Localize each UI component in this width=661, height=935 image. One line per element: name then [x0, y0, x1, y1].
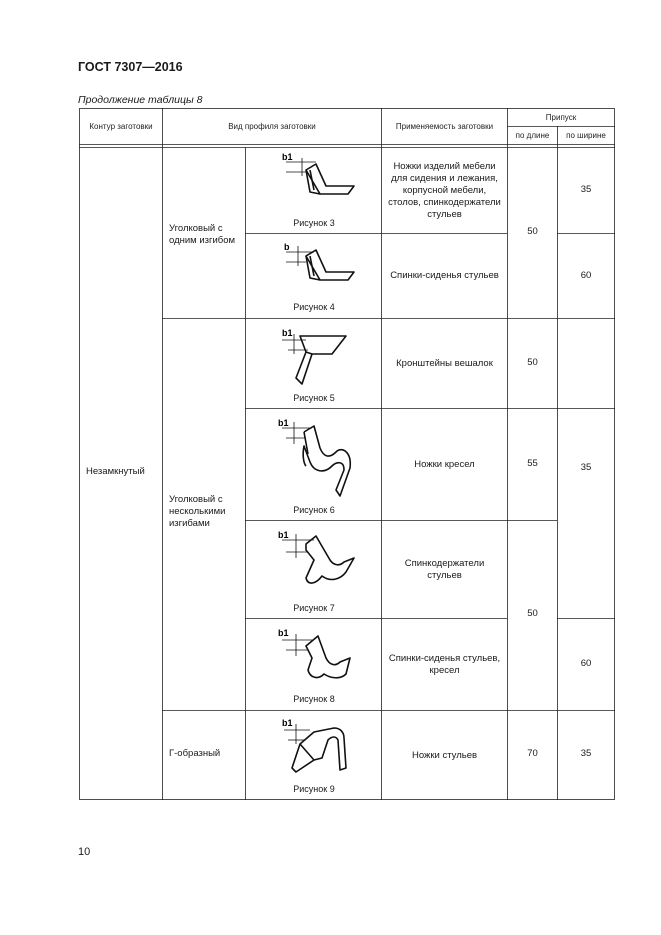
- length-value-rows-5-6: 50: [527, 608, 538, 620]
- length-value-row-3: 50: [527, 357, 538, 369]
- page-number: 10: [78, 846, 91, 858]
- figure-6-sketch: [270, 412, 360, 504]
- width-value-row-7: 35: [580, 748, 592, 760]
- application-row-2: Спинки-сиденья стульев: [390, 270, 499, 282]
- figure-8-caption: Рисунок 8: [293, 694, 335, 704]
- header-profile: Вид профиля заготовки: [228, 121, 316, 131]
- application-row-6: Спинки-сиденья стульев, кресел: [388, 653, 501, 676]
- figure-4-dimension: b: [284, 242, 290, 252]
- figure-3-dimension: b1: [282, 152, 293, 162]
- application-row-3: Кронштейны вешалок: [396, 358, 493, 370]
- header-allowance: Припуск: [545, 112, 577, 122]
- application-row-7: Ножки стульев: [411, 749, 478, 761]
- figure-7-caption: Рисунок 7: [293, 603, 335, 613]
- profile-type-g-shaped: Г-образный: [169, 748, 221, 760]
- figure-4-sketch: [272, 236, 362, 300]
- width-value-row-6: 60: [580, 658, 592, 670]
- figure-3-caption: Рисунок 3: [293, 218, 335, 228]
- header-contour: Контур заготовки: [89, 121, 153, 131]
- length-value-rows-1-2: 50: [527, 226, 538, 238]
- figure-8-dimension: b1: [278, 628, 289, 638]
- width-value-row-1: 35: [580, 184, 592, 196]
- profile-type-single-bend: Уголковый с одним изгибом: [169, 223, 236, 246]
- application-row-4: Ножки кресел: [414, 459, 475, 471]
- figure-9-dimension: b1: [282, 718, 293, 728]
- figure-5-dimension: b1: [282, 328, 293, 338]
- figure-9-sketch: [270, 714, 360, 784]
- length-value-row-4: 55: [527, 458, 538, 470]
- document-title: ГОСТ 7307—2016: [78, 60, 183, 74]
- length-value-row-7: 70: [527, 748, 538, 760]
- figure-6-dimension: b1: [278, 418, 289, 428]
- application-row-1: Ножки изделий мебели для сидения и лежания, корпусной мебели, столов, спинкодержатели стульев: [388, 161, 501, 220]
- header-application: Применяемость заготовки: [395, 121, 494, 131]
- application-row-5: Спинкодержатели стульев: [404, 558, 485, 581]
- width-value-row-2: 60: [580, 270, 592, 282]
- table-continuation-caption: Продолжение таблицы 8: [78, 94, 203, 106]
- figure-6-caption: Рисунок 6: [293, 505, 335, 515]
- figure-9-caption: Рисунок 9: [293, 784, 335, 794]
- profile-type-multi-bend: Уголковый с несколькими изгибами: [169, 494, 226, 529]
- figure-5-sketch: [270, 322, 360, 390]
- figure-5-caption: Рисунок 5: [293, 393, 335, 403]
- figure-7-dimension: b1: [278, 530, 289, 540]
- header-by-width: по ширине: [566, 130, 606, 140]
- figure-7-sketch: [270, 526, 360, 600]
- width-value-rows-3-5: 35: [580, 462, 592, 474]
- contour-cell: Незамкнутый: [86, 466, 145, 478]
- figure-8-sketch: [270, 622, 360, 692]
- figure-3-sketch: [272, 148, 362, 216]
- figure-4-caption: Рисунок 4: [293, 302, 335, 312]
- header-by-length: по длине: [515, 130, 550, 140]
